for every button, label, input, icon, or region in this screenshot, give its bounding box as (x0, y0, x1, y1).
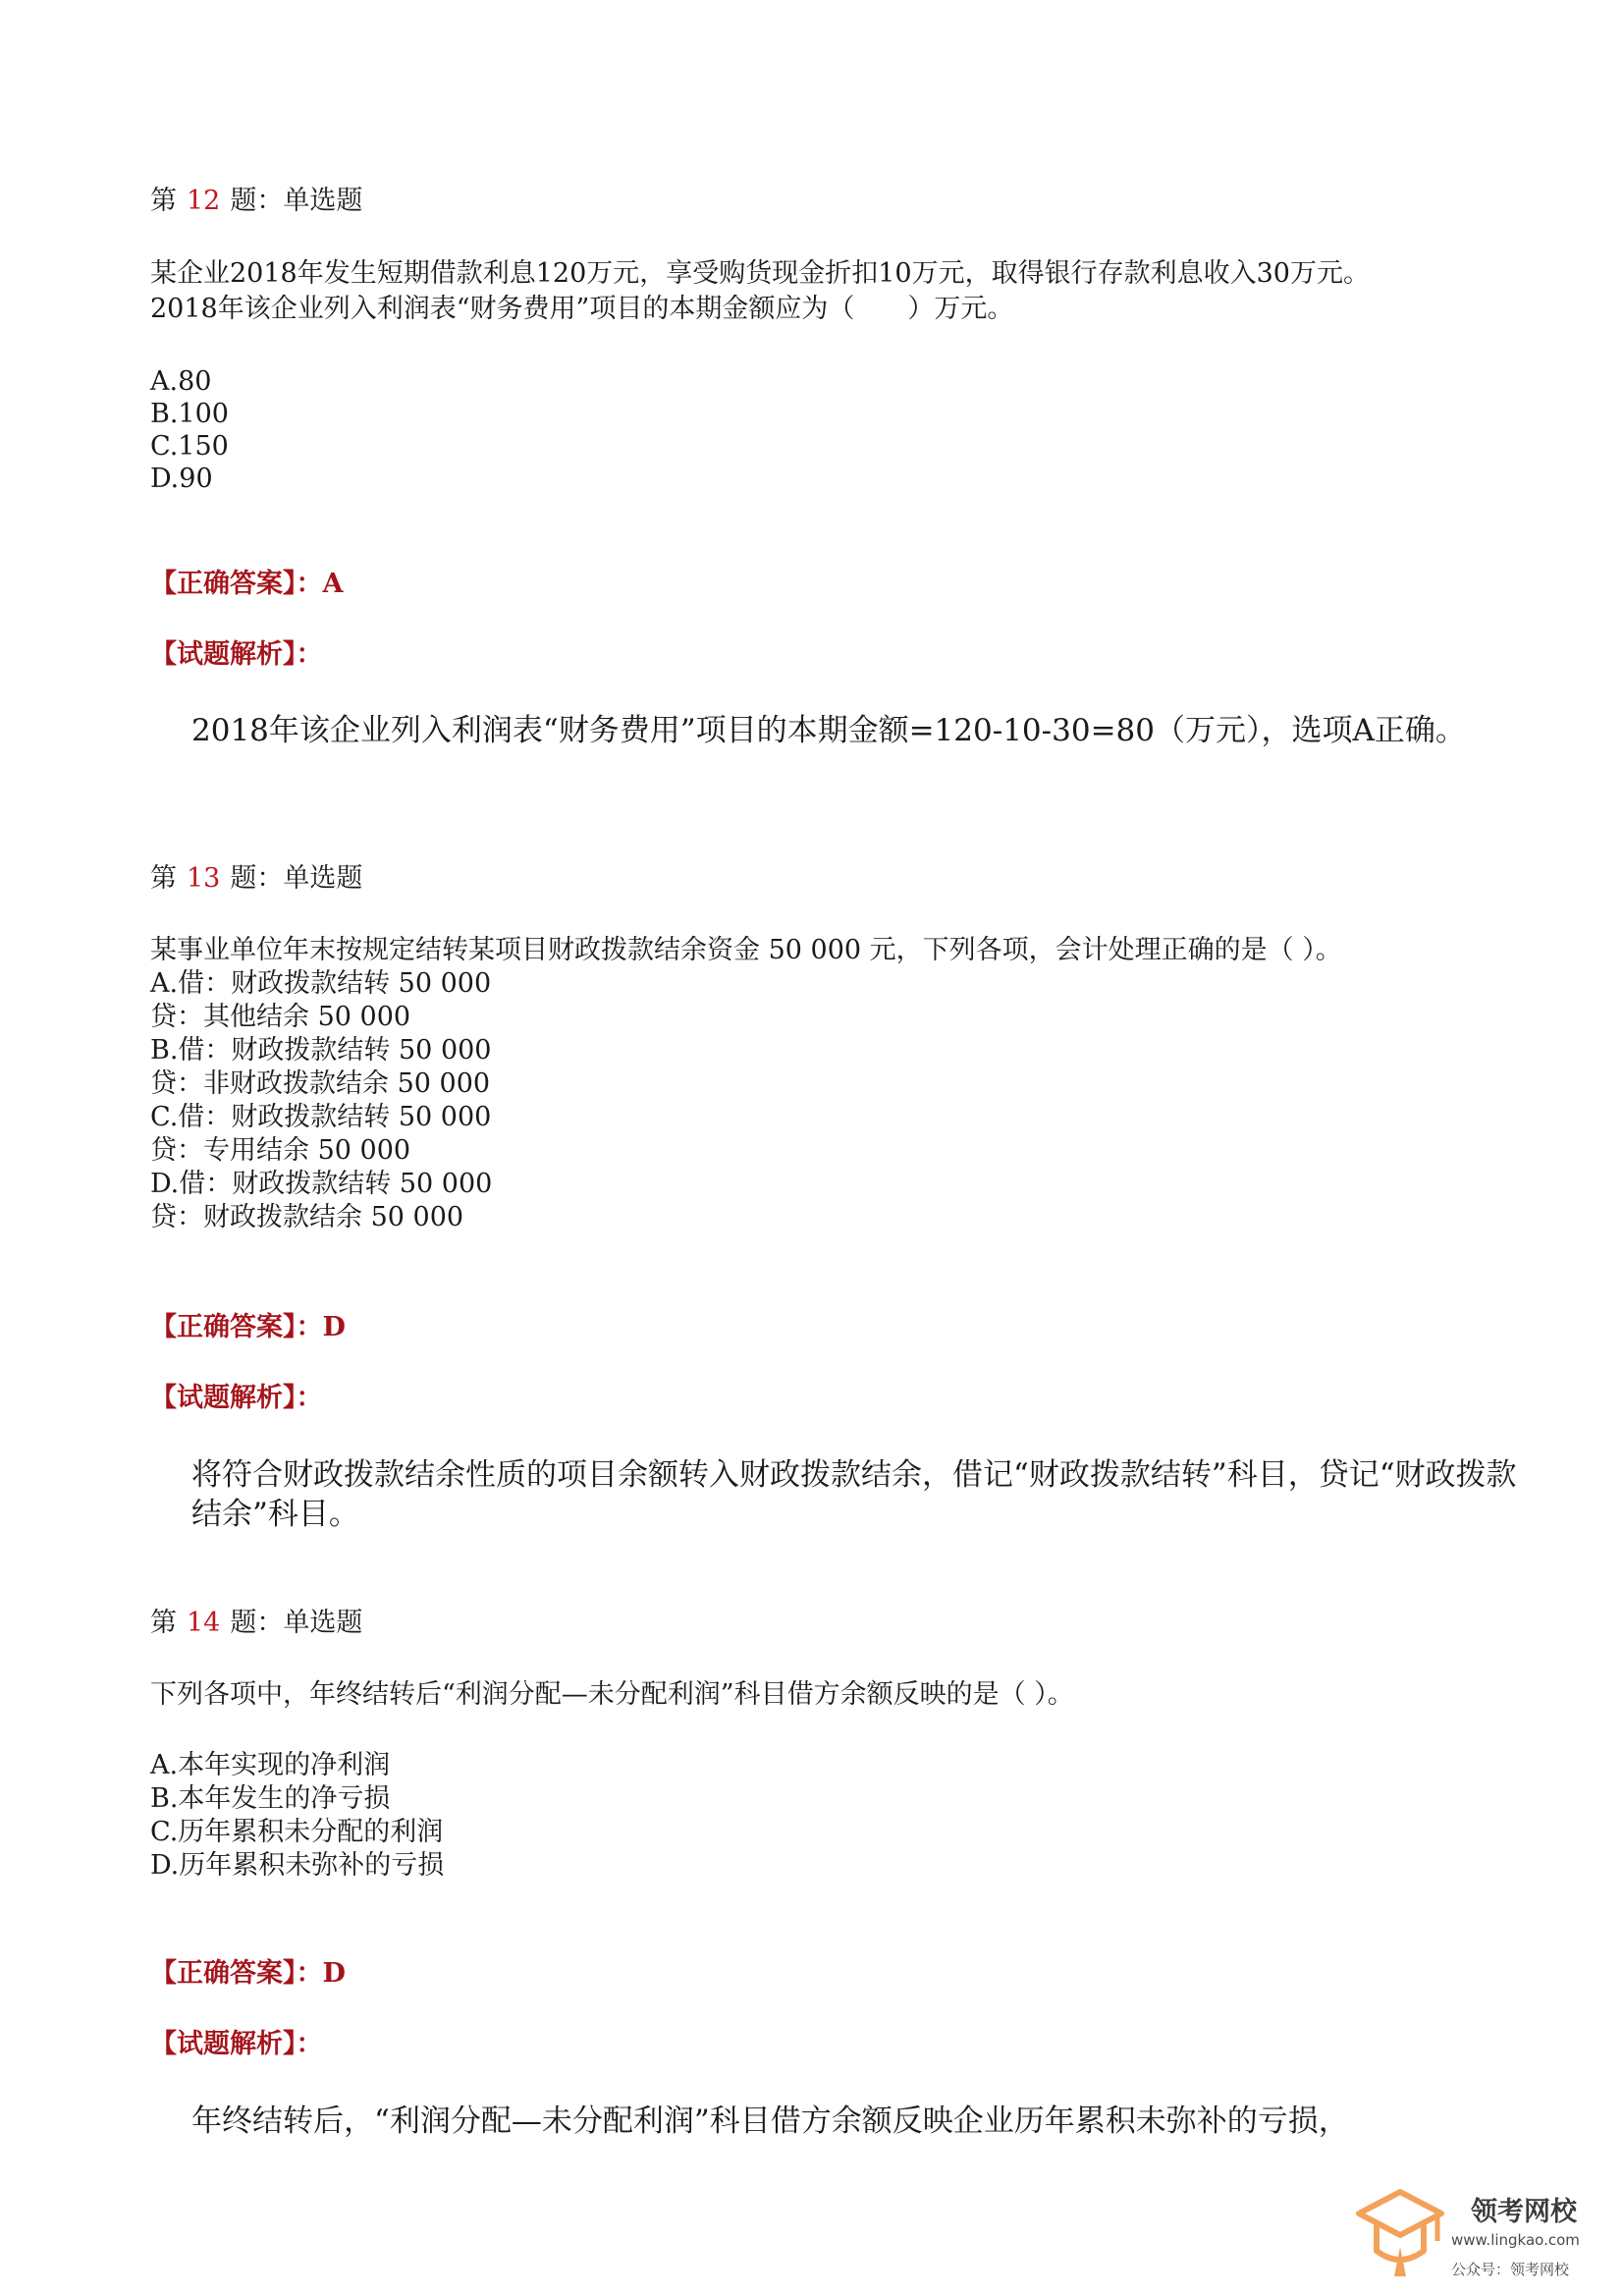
question-stem-line: 2018年该企业列入利润表“财务费用”项目的本期金额应为（ ）万元。 (150, 294, 1014, 324)
option-b: B.100 (150, 399, 229, 429)
question-type: 题：单选题 (230, 863, 363, 894)
option-line: 贷：非财政拨款结余 50 000 (150, 1068, 491, 1099)
option-line: C.借：财政拨款结转 50 000 (150, 1102, 492, 1132)
question-stem-line: 某事业单位年末按规定结转某项目财政拨款结余资金 50 000 元，下列各项，会计处理正确的是（ ）。 (150, 935, 1342, 965)
question-number: 12 (187, 186, 221, 216)
option-line: A.借：财政拨款结转 50 000 (150, 968, 492, 999)
answer-label: 【正确答案】： (150, 1312, 323, 1342)
answer-label: 【正确答案】： (150, 1958, 323, 1989)
question-type: 题：单选题 (230, 186, 363, 216)
answer-label: 【正确答案】： (150, 569, 323, 599)
question-prefix: 第 (150, 863, 177, 894)
logo-name: 领考网校 (1471, 2197, 1577, 2227)
option-a: A.本年实现的净利润 (150, 1750, 391, 1780)
question-number: 13 (187, 863, 221, 894)
logo-url: www.lingkao.com (1451, 2231, 1580, 2249)
option-d: D.历年累积未弥补的亏损 (150, 1850, 445, 1881)
answer-value: D (322, 1312, 346, 1342)
question-prefix: 第 (150, 1608, 177, 1638)
option-c: C.150 (150, 431, 229, 462)
lingkao-logo (1351, 2176, 1606, 2286)
analysis-text: 将符合财政拨款结余性质的项目余额转入财政拨款结余，借记“财政拨款结转”科目，贷记“财政拨款结余”科目。 (191, 1457, 1517, 1532)
analysis-label: 【试题解析】： (150, 639, 323, 670)
analysis-text: 年终结转后，“利润分配—未分配利润”科目借方余额反映企业历年累积未弥补的亏损， (191, 2104, 1349, 2139)
analysis-label: 【试题解析】： (150, 2029, 323, 2059)
option-a: A.80 (150, 366, 212, 397)
option-line: B.借：财政拨款结转 50 000 (150, 1035, 492, 1066)
answer-value: D (322, 1958, 346, 1989)
logo-public-account: 公众号：领考网校 (1451, 2261, 1570, 2278)
option-line: 贷：财政拨款结余 50 000 (150, 1202, 464, 1232)
question-title (150, 1607, 362, 1640)
question-prefix: 第 (150, 186, 177, 216)
graduation-cap-icon (1351, 2182, 1449, 2280)
correct-answer (150, 568, 343, 601)
option-line: 贷：专用结余 50 000 (150, 1135, 411, 1166)
option-line: 贷：其他结余 50 000 (150, 1002, 411, 1032)
option-d: D.90 (150, 464, 213, 494)
question-title (150, 185, 362, 218)
option-line: D.借：财政拨款结转 50 000 (150, 1169, 493, 1199)
question-stem-line: 下列各项中，年终结转后“利润分配—未分配利润”科目借方余额反映的是（ ）。 (150, 1679, 1074, 1710)
analysis-label: 【试题解析】： (150, 1383, 323, 1413)
answer-value: A (322, 569, 344, 599)
correct-answer (150, 1311, 346, 1344)
question-number: 14 (187, 1608, 221, 1638)
option-b: B.本年发生的净亏损 (150, 1783, 391, 1814)
question-stem-line: 某企业2018年发生短期借款利息120万元，享受购货现金折扣10万元，取得银行存款利息收入30万元。 (150, 258, 1370, 289)
correct-answer (150, 1957, 346, 1991)
question-title (150, 862, 362, 896)
option-c: C.历年累积未分配的利润 (150, 1817, 444, 1847)
analysis-text: 2018年该企业列入利润表“财务费用”项目的本期金额=120-10-30=80（万元），选项A正确。 (191, 713, 1466, 748)
question-type: 题：单选题 (230, 1608, 363, 1638)
